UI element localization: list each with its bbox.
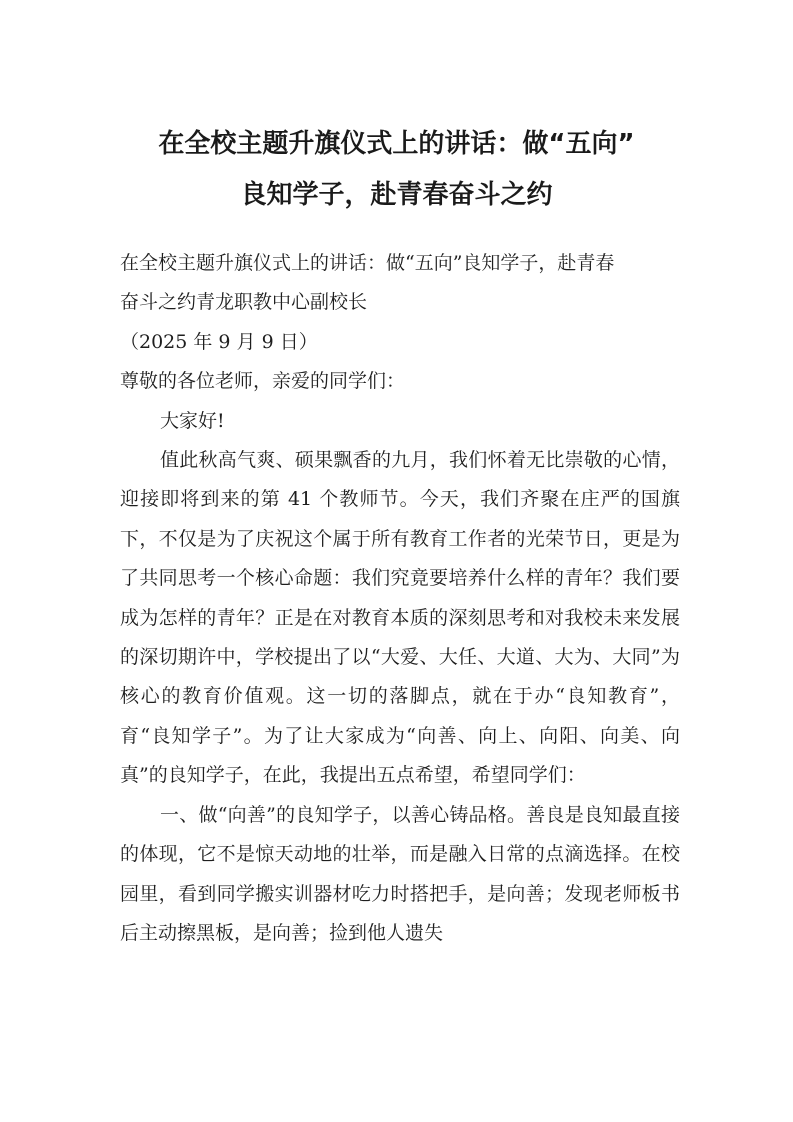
salutation: 尊敬的各位老师，亲爱的同学们： [120, 370, 406, 393]
greeting: 大家好! [160, 409, 225, 432]
document-title-line-1: 在全校主题升旗仪式上的讲话：做“五向” [158, 129, 635, 159]
paragraph-2: 一、做“向善”的良知学子，以善心铸品格。善良是良知最直接的体现，它不是惊天动地的壮举，而是融入日常的点滴选择。在校园里，看到同学搬实训器材吃力时搭把手，是向善；发现老师板书后主动擦黑板，是向善；捡到他人遗失 [120, 803, 680, 944]
paragraph-1: 值此秋高气爽、硕果飘香的九月，我们怀着无比崇敬的心情，迎接即将到来的第 41 个教师节。今天，我们齐聚在庄严的国旗下，不仅是为了庆祝这个属于所有教育工作者的光荣节日，更是为了共同思考一个核心命题：我们究竟要培养什么样的青年？我们要成为怎样的青年？正是在对教育本质的深刻思考和对我校未来发展的深切期许中，学校提出了以“大爱、大任、大道、大为、大同”为核心的教育价值观。这一切的落脚点，就在于办“良知教育”，育“良知学子”。为了让大家成为“向善、向上、向阳、向美、向真”的良知学子，在此，我提出五点希望，希望同学们： [120, 449, 680, 787]
document-body [120, 244, 680, 953]
subtitle-line-2: 奋斗之约青龙职教中心副校长 [120, 291, 368, 314]
document-title-line-2: 良知学子，赴青春奋斗之约 [240, 180, 553, 210]
subtitle-line-1: 在全校主题升旗仪式上的讲话：做“五向”良知学子，赴青春 [120, 252, 615, 274]
speech-date: （2025 年 9 月 9 日） [120, 330, 318, 353]
